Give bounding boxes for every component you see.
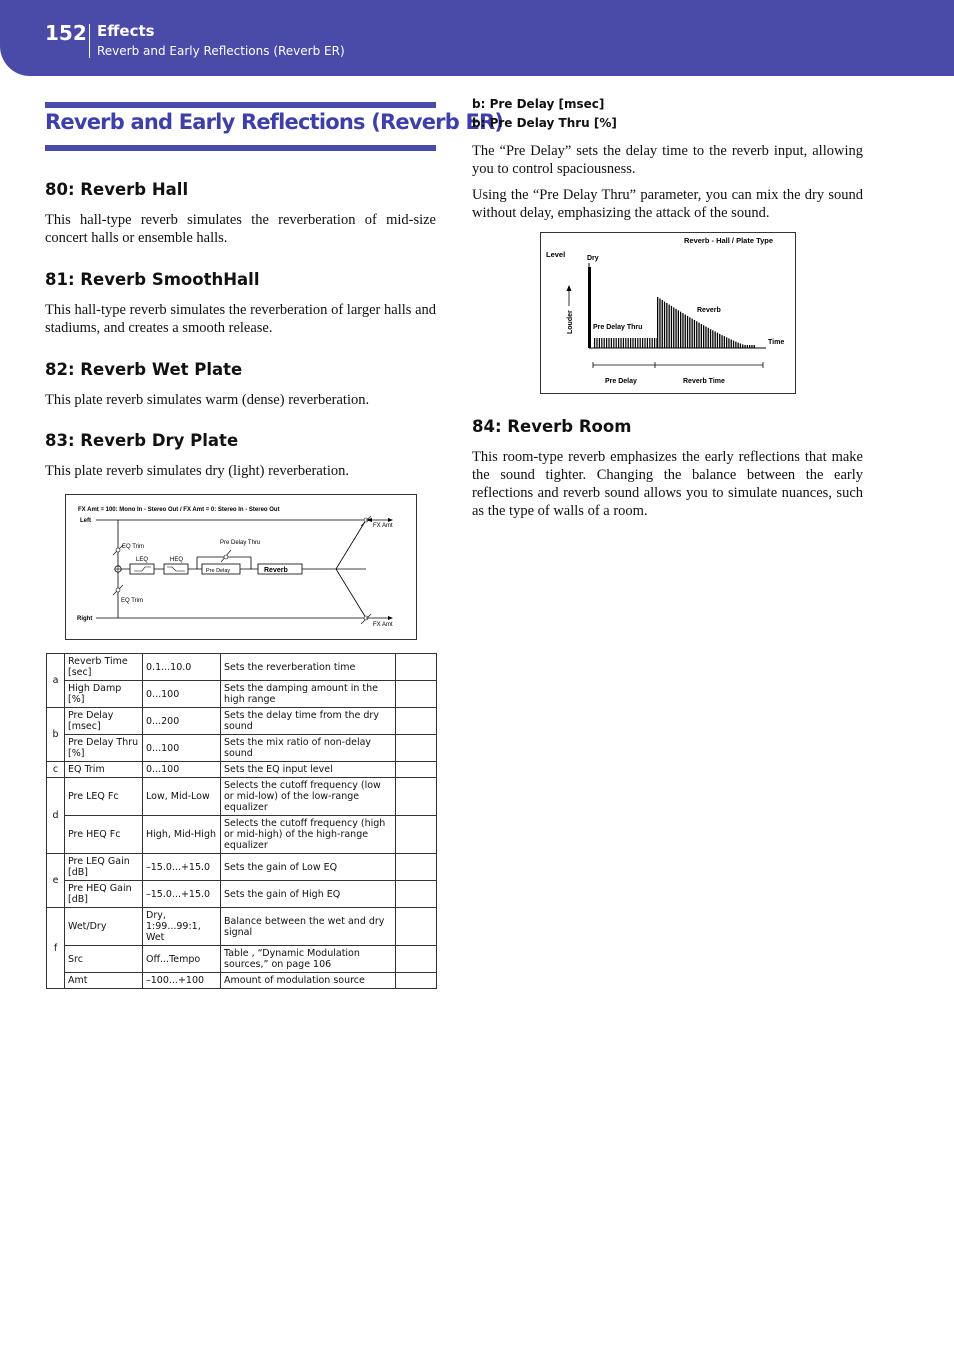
pre-delay-thru-bar bbox=[647, 338, 648, 348]
reverb-decay-bar bbox=[705, 327, 706, 348]
reverb-decay-bar bbox=[694, 320, 695, 348]
pre-delay-thru-bar bbox=[628, 338, 629, 348]
param-blank-cell bbox=[396, 654, 437, 681]
reverb-decay-bar bbox=[664, 302, 665, 349]
param-name: Pre HEQ Fc bbox=[65, 816, 143, 854]
reverb-decay-bar bbox=[721, 335, 722, 348]
leq-label: LEQ bbox=[136, 557, 149, 563]
pre-delay-thru-bar bbox=[604, 338, 605, 348]
reverb-decay-bar bbox=[728, 338, 729, 348]
param-range: Dry, 1:99...99:1, Wet bbox=[143, 908, 221, 946]
section-84-text: This room-type reverb emphasizes the early reflections that make the sound tighter. Changing the balance between the early reflections and reverb sound allows you to simulate nuances, such as the type of walls of a room. bbox=[472, 449, 863, 519]
param-name: Pre HEQ Gain [dB] bbox=[65, 881, 143, 908]
graph-time-label: Time bbox=[768, 339, 785, 346]
reverb-decay-bar bbox=[719, 334, 720, 348]
reverb-decay-bar bbox=[703, 325, 704, 348]
graph-dry-label: Dry bbox=[587, 255, 599, 262]
table-row bbox=[47, 816, 437, 854]
pre-delay-thru-bar bbox=[640, 338, 641, 348]
graph-reverb-time-label: Reverb Time bbox=[683, 378, 725, 385]
parameters-table bbox=[46, 653, 437, 989]
param-blank-cell bbox=[396, 816, 437, 854]
param-description: Balance between the wet and dry signal bbox=[221, 908, 396, 946]
header-section: Effects bbox=[97, 22, 155, 40]
param-blank-cell bbox=[396, 908, 437, 946]
param-group-label: f bbox=[47, 908, 65, 989]
table-row bbox=[47, 854, 437, 881]
pre-delay-thru-bar bbox=[611, 338, 612, 348]
section-82-text: This plate reverb simulates warm (dense) reverberation. bbox=[45, 392, 370, 408]
param-range: 0...100 bbox=[143, 735, 221, 762]
pre-delay-thru-bar bbox=[594, 338, 595, 348]
param-range: 0.1...10.0 bbox=[143, 654, 221, 681]
section-83-heading: 83: Reverb Dry Plate bbox=[45, 431, 239, 450]
pre-delay-thru-bar bbox=[644, 338, 645, 348]
diagram-right-label: Right bbox=[77, 616, 93, 622]
signal-flow-diagram bbox=[65, 494, 417, 640]
param-range: Low, Mid-Low bbox=[143, 778, 221, 816]
param-name: Pre LEQ Fc bbox=[65, 778, 143, 816]
reverb-decay-bar bbox=[662, 300, 663, 348]
section-80-heading: 80: Reverb Hall bbox=[45, 180, 189, 199]
table-row bbox=[47, 762, 437, 778]
reverb-decay-bar bbox=[669, 305, 670, 349]
pre-delay-thru-bar bbox=[608, 338, 609, 348]
table-row bbox=[47, 908, 437, 946]
pre-delay-thru-bar bbox=[613, 338, 614, 348]
graph-louder-label: Louder bbox=[567, 310, 574, 334]
pre-delay-thru-description: Using the “Pre Delay Thru” parameter, you can mix the dry sound without delay, emphasizing the attack of the sound. bbox=[472, 187, 863, 221]
pre-delay-thru-bar bbox=[652, 338, 653, 348]
reverb-decay-bar bbox=[685, 315, 686, 349]
reverb-decay-bars bbox=[594, 297, 755, 348]
pre-delay-thru-bar bbox=[596, 338, 597, 348]
param-name: EQ Trim bbox=[65, 762, 143, 778]
reverb-decay-bar bbox=[692, 319, 693, 348]
table-row bbox=[47, 681, 437, 708]
pre-delay-thru-bar bbox=[620, 338, 621, 348]
param-description: Selects the cutoff frequency (high or mid-high) of the high-range equalizer bbox=[221, 816, 396, 854]
param-group-label: a bbox=[47, 654, 65, 708]
param-description: Sets the gain of High EQ bbox=[221, 881, 396, 908]
reverb-decay-bar bbox=[744, 345, 745, 348]
param-name: Pre LEQ Gain [dB] bbox=[65, 854, 143, 881]
pre-delay-box-label: Pre Delay bbox=[206, 568, 231, 574]
pre-delay-thru-bar bbox=[618, 338, 619, 348]
param-name: Pre Delay [msec] bbox=[65, 708, 143, 735]
reverb-decay-bar bbox=[710, 329, 711, 348]
reverb-decay-bar bbox=[708, 328, 709, 348]
reverb-decay-bar bbox=[675, 309, 676, 348]
param-description: Sets the gain of Low EQ bbox=[221, 854, 396, 881]
param-description: Sets the reverberation time bbox=[221, 654, 396, 681]
param-blank-cell bbox=[396, 708, 437, 735]
param-group-label: d bbox=[47, 778, 65, 854]
section-82-heading: 82: Reverb Wet Plate bbox=[45, 360, 243, 379]
reverb-decay-bar bbox=[698, 323, 699, 348]
param-range: 0...100 bbox=[143, 681, 221, 708]
graph-level-label: Level bbox=[546, 250, 566, 259]
section-81-heading: 81: Reverb SmoothHall bbox=[45, 270, 260, 289]
pre-delay-thru-bar bbox=[654, 338, 655, 348]
heq-label: HEQ bbox=[170, 557, 184, 563]
section-80-text: This hall-type reverb simulates the reverberation of mid-size concert halls or ensemble halls. bbox=[45, 212, 436, 246]
param-blank-cell bbox=[396, 762, 437, 778]
param-blank-cell bbox=[396, 681, 437, 708]
pre-delay-thru-bar bbox=[637, 338, 638, 348]
param-pre-delay-thru-heading: b: Pre Delay Thru [%] bbox=[472, 116, 617, 130]
param-blank-cell bbox=[396, 973, 437, 989]
reverb-decay-bar bbox=[749, 345, 750, 348]
reverb-decay-bar bbox=[735, 342, 736, 348]
pre-delay-thru-bar bbox=[635, 338, 636, 348]
param-name: Amt bbox=[65, 973, 143, 989]
param-range: 0...200 bbox=[143, 708, 221, 735]
pre-delay-thru-bar bbox=[632, 338, 633, 348]
table-row bbox=[47, 973, 437, 989]
param-blank-cell bbox=[396, 881, 437, 908]
reverb-decay-bar bbox=[726, 337, 727, 348]
reverb-decay-bar bbox=[666, 303, 667, 348]
pre-delay-description: The “Pre Delay” sets the delay time to the reverb input, allowing you to control spaciousness. bbox=[472, 143, 863, 177]
table-row bbox=[47, 708, 437, 735]
reverb-decay-bar bbox=[724, 336, 725, 348]
param-description: Sets the delay time from the dry sound bbox=[221, 708, 396, 735]
pre-delay-thru-bar bbox=[649, 338, 650, 348]
param-blank-cell bbox=[396, 946, 437, 973]
reverb-decay-bar bbox=[680, 312, 681, 348]
reverb-decay-bar bbox=[731, 340, 732, 349]
graph-reverb-label: Reverb bbox=[697, 307, 721, 314]
param-name: High Damp [%] bbox=[65, 681, 143, 708]
page-number: 152 bbox=[45, 21, 87, 45]
param-description: Amount of modulation source bbox=[221, 973, 396, 989]
param-description: Sets the damping amount in the high range bbox=[221, 681, 396, 708]
table-row bbox=[47, 735, 437, 762]
header-subsection: Reverb and Early Reflections (Reverb ER) bbox=[97, 44, 345, 58]
eq-trim-bottom-label: EQ Trim bbox=[121, 598, 143, 604]
pre-delay-thru-bar bbox=[599, 338, 600, 348]
reverb-box-label: Reverb bbox=[264, 567, 288, 574]
reverb-decay-bar bbox=[754, 345, 755, 348]
pre-delay-thru-bar bbox=[625, 338, 626, 348]
param-range: High, Mid-High bbox=[143, 816, 221, 854]
param-range: 0...100 bbox=[143, 762, 221, 778]
param-description: Sets the EQ input level bbox=[221, 762, 396, 778]
pre-delay-thru-bar bbox=[616, 338, 617, 348]
reverb-decay-bar bbox=[682, 313, 683, 348]
reverb-decay-bar bbox=[747, 345, 748, 348]
graph-pre-delay-thru-label: Pre Delay Thru bbox=[593, 324, 643, 331]
table-row bbox=[47, 778, 437, 816]
reverb-decay-bar bbox=[733, 341, 734, 348]
param-pre-delay-heading: b: Pre Delay [msec] bbox=[472, 97, 605, 111]
eq-trim-top-label: EQ Trim bbox=[122, 544, 144, 550]
title-rule-bottom bbox=[45, 145, 436, 151]
section-83-text: This plate reverb simulates dry (light) reverberation. bbox=[45, 463, 349, 479]
reverb-decay-bar bbox=[689, 317, 690, 348]
header-separator bbox=[89, 24, 90, 58]
param-name: Wet/Dry bbox=[65, 908, 143, 946]
page-header bbox=[0, 0, 954, 76]
pre-delay-thru-label: Pre Delay Thru bbox=[220, 540, 261, 546]
pre-delay-thru-bar bbox=[606, 338, 607, 348]
reverb-decay-bar bbox=[738, 343, 739, 348]
reverb-decay-bar bbox=[712, 330, 713, 348]
param-name: Reverb Time [sec] bbox=[65, 654, 143, 681]
reverb-decay-bar bbox=[696, 321, 697, 348]
table-row bbox=[47, 654, 437, 681]
param-name: Pre Delay Thru [%] bbox=[65, 735, 143, 762]
reverb-decay-bar bbox=[717, 333, 718, 348]
section-81-text: This hall-type reverb simulates the reverberation of larger halls and stadiums, and creates a smooth release. bbox=[45, 302, 436, 336]
reverb-decay-bar bbox=[659, 299, 660, 349]
param-blank-cell bbox=[396, 778, 437, 816]
reverb-decay-bar bbox=[715, 332, 716, 349]
graph-title: Reverb - Hall / Plate Type bbox=[684, 236, 774, 245]
reverb-decay-bar bbox=[673, 307, 674, 348]
param-range: –100...+100 bbox=[143, 973, 221, 989]
page-title: Reverb and Early Reflections (Reverb ER) bbox=[45, 110, 504, 134]
pre-delay-thru-bar bbox=[630, 338, 631, 348]
fx-amt-bottom-label: FX Amt bbox=[373, 622, 393, 628]
pre-delay-thru-bar bbox=[601, 338, 602, 348]
param-group-label: c bbox=[47, 762, 65, 778]
pre-delay-thru-bar bbox=[642, 338, 643, 348]
reverb-decay-bar bbox=[657, 297, 658, 348]
param-range: –15.0...+15.0 bbox=[143, 881, 221, 908]
table-row bbox=[47, 946, 437, 973]
reverb-decay-bar bbox=[687, 316, 688, 348]
reverb-decay-bar bbox=[678, 310, 679, 348]
param-group-label: b bbox=[47, 708, 65, 762]
reverb-decay-bar bbox=[740, 344, 741, 349]
diagram-caption: FX Amt = 100: Mono In - Stereo Out / FX Amt = 0: Stereo In - Stereo Out bbox=[78, 507, 280, 513]
section-84-heading: 84: Reverb Room bbox=[472, 417, 632, 436]
param-blank-cell bbox=[396, 854, 437, 881]
param-range: Off...Tempo bbox=[143, 946, 221, 973]
diagram-left-label: Left bbox=[80, 518, 91, 524]
pre-delay-thru-bar bbox=[623, 338, 624, 348]
reverb-decay-bar bbox=[701, 324, 702, 348]
param-description: Selects the cutoff frequency (low or mid-low) of the low-range equalizer bbox=[221, 778, 396, 816]
param-description: Sets the mix ratio of non-delay sound bbox=[221, 735, 396, 762]
reverb-decay-bar bbox=[751, 345, 752, 348]
title-rule-top bbox=[45, 102, 436, 108]
param-group-label: e bbox=[47, 854, 65, 908]
reverb-time-graph bbox=[540, 232, 796, 394]
param-range: –15.0...+15.0 bbox=[143, 854, 221, 881]
reverb-decay-bar bbox=[742, 344, 743, 348]
graph-pre-delay-label: Pre Delay bbox=[605, 378, 637, 385]
param-name: Src bbox=[65, 946, 143, 973]
param-blank-cell bbox=[396, 735, 437, 762]
table-row bbox=[47, 881, 437, 908]
reverb-decay-bar bbox=[671, 306, 672, 348]
fx-amt-top-label: FX Amt bbox=[373, 523, 393, 529]
param-description: Table , “Dynamic Modulation sources,” on page 106 bbox=[221, 946, 396, 973]
